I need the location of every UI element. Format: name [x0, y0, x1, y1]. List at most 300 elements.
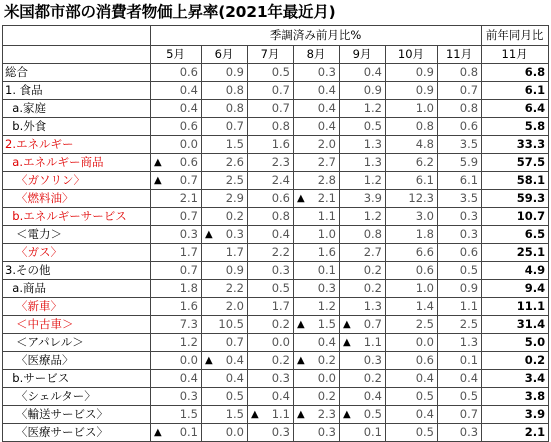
- mom-cell: [340, 280, 386, 298]
- mom-value: 1.1: [363, 335, 382, 349]
- mom-cell: [151, 82, 202, 100]
- mom-cell: [151, 262, 202, 280]
- row-label: b.サービス: [3, 370, 151, 388]
- mom-value: 0.3: [271, 425, 290, 439]
- mom-value: 2.1: [179, 191, 198, 205]
- yoy-value: 25.1: [482, 244, 549, 262]
- mom-cell: [202, 406, 248, 424]
- mom-value: 0.6: [179, 119, 198, 133]
- mom-cell: [386, 406, 438, 424]
- mom-cell: [340, 136, 386, 154]
- mom-value: 0.5: [225, 389, 244, 403]
- mom-value: 0.5: [459, 389, 479, 403]
- mom-cell: [294, 118, 340, 136]
- mom-cell: [248, 190, 294, 208]
- mom-value: 2.3: [317, 407, 336, 421]
- mom-value: 0.2: [363, 263, 382, 277]
- mom-cell: [151, 208, 202, 226]
- mom-value: 0.0: [225, 425, 244, 439]
- mom-cell: [294, 208, 340, 226]
- mom-cell: [294, 172, 340, 190]
- mom-cell: [386, 64, 438, 82]
- table-row: [3, 154, 549, 172]
- mom-cell: [438, 244, 482, 262]
- yoy-value: 6.1: [482, 82, 549, 100]
- mom-cell: [386, 82, 438, 100]
- mom-value: 0.9: [225, 263, 244, 277]
- mom-value: 0.2: [363, 371, 382, 385]
- mom-value: 2.0: [225, 299, 244, 313]
- row-label: 総合: [3, 64, 151, 82]
- mom-cell: [248, 316, 294, 334]
- mom-cell: [248, 406, 294, 424]
- mom-cell: [386, 154, 438, 172]
- mom-value: 0.7: [179, 263, 198, 277]
- negative-triangle-icon: ▲: [297, 319, 305, 330]
- table-row: [3, 334, 549, 352]
- mom-cell: [386, 118, 438, 136]
- mom-cell: [438, 352, 482, 370]
- mom-value: 6.2: [415, 155, 434, 169]
- mom-cell: [202, 226, 248, 244]
- mom-value: 0.0: [179, 137, 198, 151]
- mom-cell: [248, 262, 294, 280]
- mom-cell: [386, 334, 438, 352]
- mom-value: 1.3: [363, 299, 382, 313]
- row-label: 〈ガソリン〉: [3, 172, 151, 190]
- mom-cell: [438, 298, 482, 316]
- mom-value: 0.8: [225, 101, 244, 115]
- mom-value: 1.3: [459, 335, 479, 349]
- mom-value: 1.6: [271, 137, 290, 151]
- mom-value: 0.1: [179, 425, 198, 439]
- mom-cell: [248, 298, 294, 316]
- mom-cell: [294, 64, 340, 82]
- table-row: [3, 424, 549, 442]
- mom-cell: [294, 226, 340, 244]
- mom-cell: [151, 118, 202, 136]
- row-label: a.商品: [3, 280, 151, 298]
- mom-value: 0.7: [271, 83, 290, 97]
- mom-value: 0.3: [459, 425, 479, 439]
- mom-cell: [386, 262, 438, 280]
- mom-value: 0.6: [271, 191, 290, 205]
- mom-value: 0.7: [459, 83, 479, 97]
- mom-cell: [248, 100, 294, 118]
- mom-cell: [294, 100, 340, 118]
- month-header: 11月: [438, 46, 482, 64]
- mom-value: 0.5: [271, 65, 290, 79]
- yoy-month-header: 11月: [482, 46, 549, 64]
- yoy-value: 2.1: [482, 424, 549, 442]
- mom-cell: [294, 280, 340, 298]
- mom-value: 0.3: [317, 65, 336, 79]
- mom-cell: [248, 280, 294, 298]
- mom-value: 4.8: [415, 137, 434, 151]
- mom-cell: [386, 136, 438, 154]
- mom-value: 0.8: [363, 227, 382, 241]
- mom-value: 0.5: [363, 407, 382, 421]
- mom-value: 0.5: [363, 119, 382, 133]
- mom-value: 0.4: [179, 371, 198, 385]
- yoy-value: 10.7: [482, 208, 549, 226]
- yoy-value: 9.4: [482, 280, 549, 298]
- mom-value: 2.7: [363, 245, 382, 259]
- mom-value: 0.1: [317, 263, 336, 277]
- mom-value: 6.1: [415, 173, 434, 187]
- row-label: 〈シェルター〉: [3, 388, 151, 406]
- mom-value: 0.7: [179, 209, 198, 223]
- mom-cell: [340, 298, 386, 316]
- mom-cell: [386, 388, 438, 406]
- mom-value: 1.2: [363, 209, 382, 223]
- mom-cell: [386, 100, 438, 118]
- row-label: 〈新車〉: [3, 298, 151, 316]
- mom-value: 1.5: [179, 407, 198, 421]
- mom-cell: [438, 370, 482, 388]
- table-row: [3, 352, 549, 370]
- mom-value: 0.0: [415, 335, 434, 349]
- mom-cell: [386, 370, 438, 388]
- mom-value: 1.3: [363, 155, 382, 169]
- mom-value: 0.7: [225, 335, 244, 349]
- mom-cell: [151, 64, 202, 82]
- page-title: 米国都市部の消費者物価上昇率(2021年最近月): [4, 3, 336, 21]
- mom-value: 0.9: [459, 281, 479, 295]
- mom-value: 2.3: [271, 155, 290, 169]
- mom-value: 0.4: [415, 371, 434, 385]
- mom-value: 7.3: [179, 317, 198, 331]
- mom-cell: [438, 406, 482, 424]
- mom-value: 0.6: [415, 353, 434, 367]
- mom-value: 0.3: [459, 209, 479, 223]
- mom-cell: [248, 136, 294, 154]
- mom-value: 1.8: [415, 227, 434, 241]
- table-row: [3, 280, 549, 298]
- mom-value: 0.5: [459, 263, 479, 277]
- row-label: 〈医療サービス〉: [3, 424, 151, 442]
- mom-cell: [386, 172, 438, 190]
- mom-cell: [340, 208, 386, 226]
- mom-value: 2.6: [225, 155, 244, 169]
- row-label: 2.エネルギー: [3, 136, 151, 154]
- mom-cell: [340, 172, 386, 190]
- mom-value: 1.5: [317, 317, 336, 331]
- mom-value: 2.8: [317, 173, 336, 187]
- mom-cell: [438, 154, 482, 172]
- mom-cell: [248, 334, 294, 352]
- negative-triangle-icon: ▲: [343, 337, 351, 348]
- row-label: 〈医療品〉: [3, 352, 151, 370]
- mom-cell: [438, 388, 482, 406]
- mom-cell: [248, 64, 294, 82]
- mom-value: 0.9: [225, 65, 244, 79]
- mom-cell: [438, 118, 482, 136]
- mom-value: 0.4: [317, 119, 336, 133]
- row-label: ＜中古車＞: [3, 316, 151, 334]
- mom-cell: [438, 64, 482, 82]
- table-row: [3, 298, 549, 316]
- mom-value: 0.3: [271, 371, 290, 385]
- mom-cell: [151, 172, 202, 190]
- mom-value: 0.2: [317, 389, 336, 403]
- yoy-value: 6.4: [482, 100, 549, 118]
- mom-value: 0.3: [179, 227, 198, 241]
- mom-cell: [340, 64, 386, 82]
- table-row: [3, 388, 549, 406]
- mom-cell: [202, 424, 248, 442]
- mom-value: 2.4: [271, 173, 290, 187]
- mom-cell: [294, 424, 340, 442]
- mom-cell: [386, 226, 438, 244]
- mom-value: 1.0: [317, 227, 336, 241]
- mom-value: 0.7: [363, 317, 382, 331]
- mom-value: 0.8: [271, 209, 290, 223]
- mom-cell: [386, 298, 438, 316]
- mom-value: 0.4: [459, 371, 479, 385]
- row-label: ＜電力＞: [3, 226, 151, 244]
- yoy-value: 59.3: [482, 190, 549, 208]
- yoy-value: 58.1: [482, 172, 549, 190]
- yoy-value: 5.8: [482, 118, 549, 136]
- mom-cell: [248, 370, 294, 388]
- mom-value: 0.7: [225, 119, 244, 133]
- mom-value: 0.7: [179, 173, 198, 187]
- mom-cell: [294, 334, 340, 352]
- mom-cell: [294, 298, 340, 316]
- mom-cell: [202, 316, 248, 334]
- table-row: [3, 244, 549, 262]
- mom-value: 0.5: [415, 389, 434, 403]
- mom-cell: [248, 424, 294, 442]
- mom-cell: [202, 388, 248, 406]
- mom-cell: [438, 136, 482, 154]
- mom-cell: [202, 172, 248, 190]
- mom-value: 2.7: [317, 155, 336, 169]
- mom-cell: [248, 118, 294, 136]
- mom-value: 2.9: [225, 191, 244, 205]
- yoy-value: 3.4: [482, 370, 549, 388]
- mom-value: 0.2: [363, 281, 382, 295]
- negative-triangle-icon: ▲: [154, 175, 162, 186]
- mom-value: 1.5: [225, 407, 244, 421]
- mom-cell: [386, 424, 438, 442]
- mom-value: 2.1: [317, 191, 336, 205]
- mom-value: 0.6: [459, 119, 479, 133]
- mom-value: 3.9: [363, 191, 382, 205]
- mom-cell: [151, 352, 202, 370]
- mom-value: 0.5: [271, 281, 290, 295]
- mom-cell: [340, 190, 386, 208]
- mom-cell: [151, 190, 202, 208]
- mom-cell: [294, 82, 340, 100]
- mom-value: 0.9: [363, 83, 382, 97]
- mom-value: 0.4: [363, 65, 382, 79]
- mom-cell: [151, 406, 202, 424]
- mom-value: 1.1: [271, 407, 290, 421]
- mom-cell: [202, 136, 248, 154]
- mom-cell: [202, 154, 248, 172]
- mom-cell: [248, 388, 294, 406]
- table-body: [3, 64, 549, 442]
- mom-value: 1.1: [317, 209, 336, 223]
- mom-value: 0.8: [415, 119, 434, 133]
- mom-value: 2.0: [317, 137, 336, 151]
- mom-cell: [340, 118, 386, 136]
- mom-value: 0.4: [225, 371, 244, 385]
- mom-value: 0.0: [317, 371, 336, 385]
- mom-value: 0.6: [415, 263, 434, 277]
- table-row: [3, 100, 549, 118]
- mom-value: 1.7: [271, 299, 290, 313]
- negative-triangle-icon: ▲: [297, 355, 305, 366]
- mom-cell: [151, 244, 202, 262]
- mom-cell: [294, 262, 340, 280]
- mom-cell: [202, 208, 248, 226]
- yoy-value: 3.8: [482, 388, 549, 406]
- mom-value: 0.3: [317, 281, 336, 295]
- header-row-1: [3, 26, 549, 46]
- mom-cell: [151, 388, 202, 406]
- header-corner: [3, 26, 151, 46]
- mom-cell: [202, 334, 248, 352]
- yoy-value: 57.5: [482, 154, 549, 172]
- negative-triangle-icon: ▲: [205, 229, 213, 240]
- mom-value: 0.3: [179, 389, 198, 403]
- mom-value: 1.0: [415, 101, 434, 115]
- mom-value: 0.9: [415, 65, 434, 79]
- mom-value: 1.2: [317, 299, 336, 313]
- mom-value: 2.5: [225, 173, 244, 187]
- mom-cell: [248, 352, 294, 370]
- row-label: 〈燃料油〉: [3, 190, 151, 208]
- row-label: 〈ガス〉: [3, 244, 151, 262]
- yoy-value: 6.5: [482, 226, 549, 244]
- mom-cell: [151, 334, 202, 352]
- mom-cell: [202, 82, 248, 100]
- mom-value: 0.4: [271, 389, 290, 403]
- mom-cell: [294, 190, 340, 208]
- mom-value: 3.5: [459, 137, 479, 151]
- mom-cell: [294, 244, 340, 262]
- yoy-value: 6.8: [482, 64, 549, 82]
- mom-value: 2.5: [459, 317, 479, 331]
- mom-value: 1.8: [179, 281, 198, 295]
- mom-cell: [151, 316, 202, 334]
- table-row: [3, 172, 549, 190]
- table-row: [3, 208, 549, 226]
- mom-cell: [202, 190, 248, 208]
- table-row: [3, 370, 549, 388]
- mom-cell: [202, 262, 248, 280]
- negative-triangle-icon: ▲: [297, 409, 305, 420]
- mom-cell: [202, 352, 248, 370]
- mom-cell: [386, 190, 438, 208]
- mom-value: 5.9: [459, 155, 479, 169]
- mom-group-header: 季調済み前月比%: [151, 26, 482, 46]
- mom-cell: [151, 100, 202, 118]
- mom-value: 3.0: [415, 209, 434, 223]
- table-row: [3, 406, 549, 424]
- mom-cell: [151, 154, 202, 172]
- mom-cell: [386, 280, 438, 298]
- mom-cell: [340, 244, 386, 262]
- month-header: 10月: [386, 46, 438, 64]
- mom-cell: [202, 118, 248, 136]
- mom-value: 0.6: [459, 245, 479, 259]
- mom-cell: [248, 172, 294, 190]
- mom-value: 0.7: [459, 407, 479, 421]
- mom-value: 1.1: [459, 299, 479, 313]
- mom-value: 1.5: [225, 137, 244, 151]
- mom-cell: [151, 298, 202, 316]
- row-label: ＜アパレル＞: [3, 334, 151, 352]
- yoy-value: 3.9: [482, 406, 549, 424]
- mom-cell: [202, 64, 248, 82]
- mom-cell: [340, 406, 386, 424]
- month-header: 7月: [248, 46, 294, 64]
- mom-cell: [340, 82, 386, 100]
- mom-value: 10.5: [218, 317, 244, 331]
- mom-cell: [248, 154, 294, 172]
- mom-cell: [294, 136, 340, 154]
- table-row: [3, 226, 549, 244]
- mom-value: 1.2: [363, 173, 382, 187]
- mom-value: 0.4: [271, 227, 290, 241]
- month-header: 5月: [151, 46, 202, 64]
- yoy-value: 11.1: [482, 298, 549, 316]
- table-row: [3, 316, 549, 334]
- mom-value: 0.2: [271, 353, 290, 367]
- mom-value: 1.6: [179, 299, 198, 313]
- mom-value: 0.2: [317, 353, 336, 367]
- mom-cell: [248, 82, 294, 100]
- mom-cell: [294, 388, 340, 406]
- mom-value: 1.0: [415, 281, 434, 295]
- mom-cell: [151, 424, 202, 442]
- mom-cell: [340, 226, 386, 244]
- mom-cell: [340, 100, 386, 118]
- mom-cell: [151, 370, 202, 388]
- mom-value: 0.4: [179, 83, 198, 97]
- mom-cell: [202, 370, 248, 388]
- mom-value: 0.0: [179, 353, 198, 367]
- mom-cell: [340, 370, 386, 388]
- mom-cell: [340, 154, 386, 172]
- mom-value: 0.3: [225, 227, 244, 241]
- mom-cell: [202, 298, 248, 316]
- negative-triangle-icon: ▲: [154, 157, 162, 168]
- mom-value: 0.2: [225, 209, 244, 223]
- mom-value: 0.7: [271, 101, 290, 115]
- mom-cell: [386, 316, 438, 334]
- negative-triangle-icon: ▲: [343, 409, 351, 420]
- mom-value: 0.8: [459, 65, 479, 79]
- mom-cell: [438, 424, 482, 442]
- mom-cell: [340, 388, 386, 406]
- mom-value: 0.4: [415, 407, 434, 421]
- yoy-value: 5.0: [482, 334, 549, 352]
- mom-value: 0.0: [271, 335, 290, 349]
- negative-triangle-icon: ▲: [251, 409, 259, 420]
- mom-cell: [202, 244, 248, 262]
- mom-cell: [248, 208, 294, 226]
- cpi-table: [2, 25, 549, 442]
- row-label: a.家庭: [3, 100, 151, 118]
- row-label: b.エネルギーサービス: [3, 208, 151, 226]
- mom-value: 0.4: [317, 83, 336, 97]
- yoy-value: 0.2: [482, 352, 549, 370]
